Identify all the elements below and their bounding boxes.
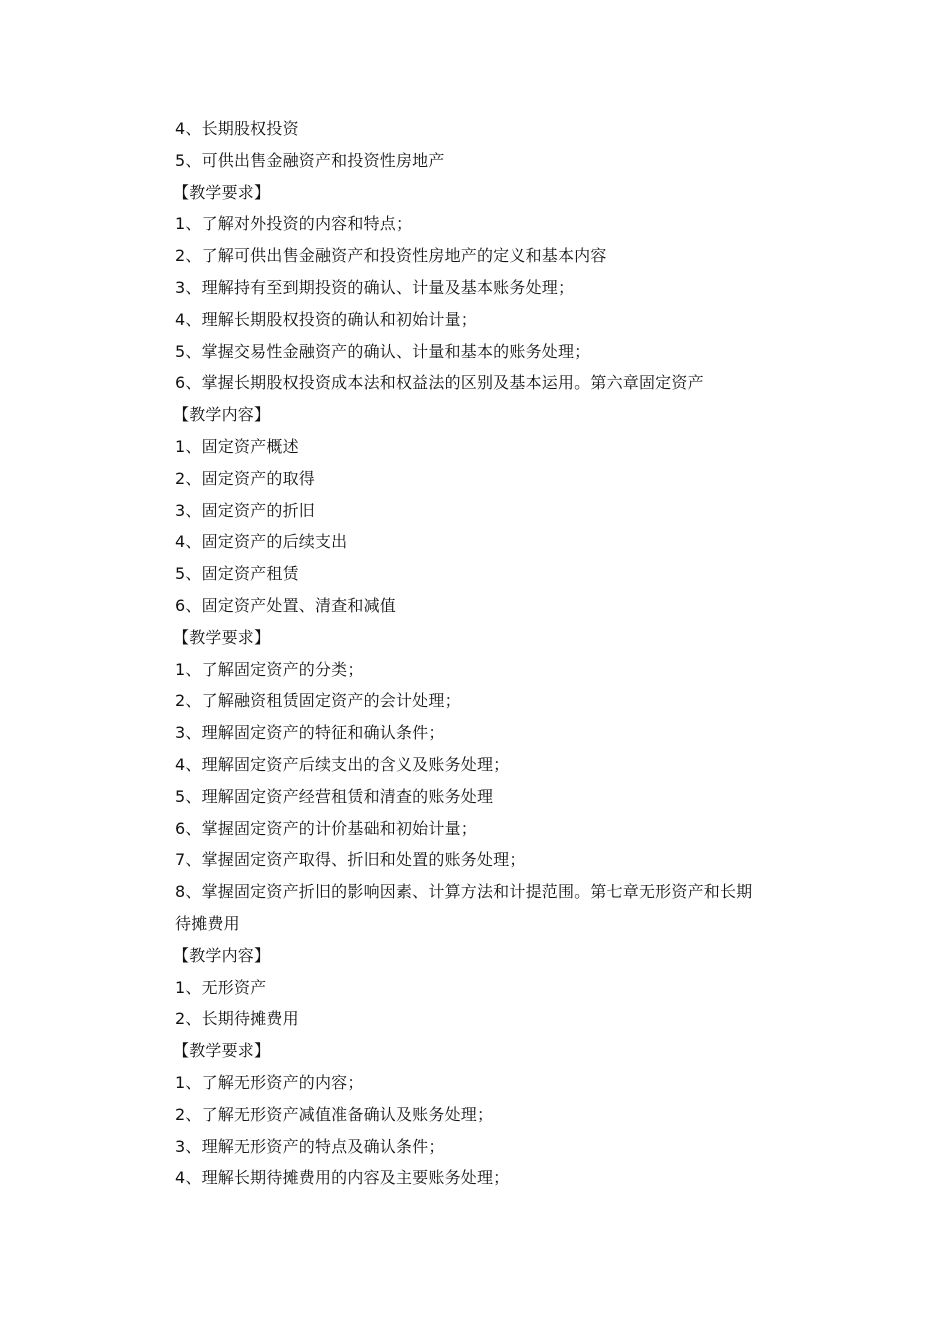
- list-item: 5、理解固定资产经营租赁和清查的账务处理: [175, 786, 494, 806]
- list-item: 5、可供出售金融资产和投资性房地产: [175, 150, 445, 170]
- section-heading: 【教学内容】: [173, 405, 271, 425]
- list-item: 4、长期股权投资: [175, 119, 299, 138]
- list-item: 5、固定资产租赁: [175, 564, 299, 584]
- list-item: 4、理解长期股权投资的确认和初始计量；: [175, 309, 477, 329]
- section-heading: 【教学要求】: [173, 182, 271, 202]
- list-item: 2、了解融资租赁固定资产的会计处理；: [175, 691, 461, 711]
- list-item: 8、掌握固定资产折旧的影响因素、计算方法和计提范围。第七章无形资产和长期: [175, 882, 753, 902]
- list-item: 3、固定资产的折旧: [175, 500, 315, 520]
- list-item: 4、固定资产的后续支出: [175, 532, 348, 552]
- document-body: [175, 113, 835, 1194]
- list-item: 1、了解对外投资的内容和特点；: [175, 214, 413, 234]
- list-item: 待摊费用: [175, 913, 240, 933]
- section-heading: 【教学要求】: [173, 1041, 271, 1061]
- list-item: 3、理解无形资产的特点及确认条件；: [175, 1136, 445, 1156]
- list-item: 4、理解固定资产后续支出的含义及账务处理；: [175, 754, 510, 774]
- list-item: 2、固定资产的取得: [175, 468, 315, 488]
- section-heading: 【教学内容】: [173, 945, 271, 965]
- list-item: 3、理解持有至到期投资的确认、计量及基本账务处理；: [175, 277, 575, 297]
- list-item: 5、掌握交易性金融资产的确认、计量和基本的账务处理；: [175, 341, 591, 361]
- list-item: 6、固定资产处置、清查和减值: [175, 595, 396, 615]
- section-heading: 【教学要求】: [173, 627, 271, 647]
- list-item: 1、无形资产: [175, 977, 267, 997]
- list-item: 3、理解固定资产的特征和确认条件；: [175, 723, 445, 743]
- list-item: 7、掌握固定资产取得、折旧和处置的账务处理；: [175, 850, 526, 870]
- list-item: 2、了解无形资产减值准备确认及账务处理；: [175, 1104, 494, 1124]
- list-item: 6、掌握固定资产的计价基础和初始计量；: [175, 818, 477, 838]
- list-item: 6、掌握长期股权投资成本法和权益法的区别及基本运用。第六章固定资产: [175, 373, 704, 393]
- list-item: 2、长期待摊费用: [175, 1009, 299, 1029]
- list-item: 1、了解无形资产的内容；: [175, 1072, 364, 1092]
- list-item: 4、理解长期待摊费用的内容及主要账务处理；: [175, 1168, 510, 1188]
- list-item: 1、固定资产概述: [175, 436, 299, 456]
- list-item: 1、了解固定资产的分类；: [175, 659, 364, 679]
- list-item: 2、了解可供出售金融资产和投资性房地产的定义和基本内容: [175, 246, 607, 266]
